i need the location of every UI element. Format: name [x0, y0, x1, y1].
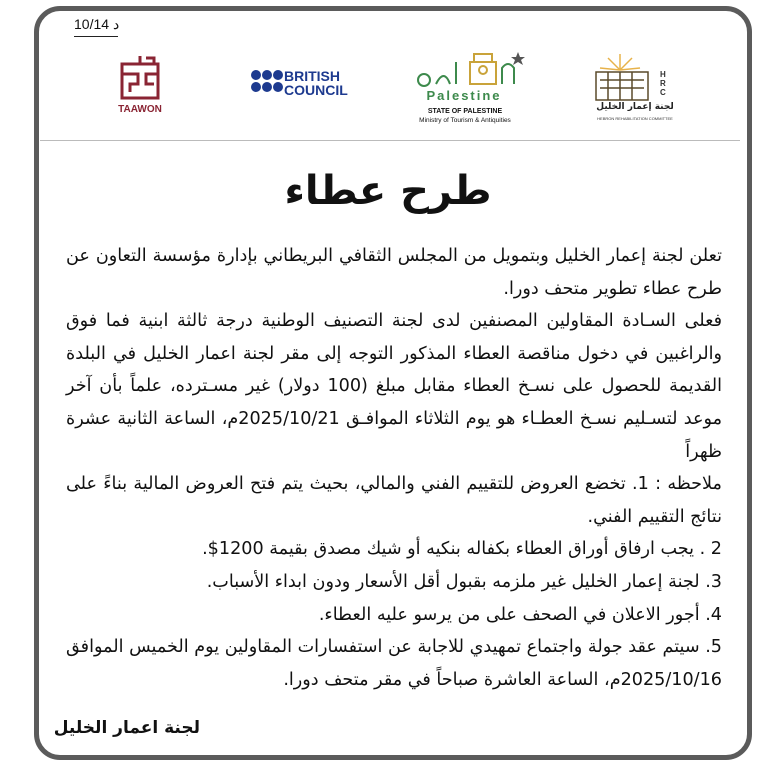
signature: لجنة اعمار الخليل	[53, 718, 200, 738]
palestine-word: Palestine	[426, 88, 502, 103]
taawon-label: TAAWON	[118, 104, 162, 115]
announcement-body	[66, 240, 722, 696]
british-council-logo	[250, 66, 360, 102]
hrc-logo	[590, 50, 690, 130]
note-3: 3. لجنة إعمار الخليل غير ملزمه بقبول أقل الأسعار ودون ابداء الأسباب.	[206, 571, 722, 592]
note-2: 2 . يجب ارفاق أوراق العطاء بكفاله بنكيه أو شيك مصدق بقيمة 1200$.	[202, 539, 722, 560]
note-1: ملاحظه : 1. تخضع العروض للتقييم الفني والمالي، بحيث يتم فتح العروض المالية بناءً على نتائج التقييم الفني.	[66, 474, 722, 527]
note-5: 5. سيتم عقد جولة واجتماع تمهيدي للاجابة عن استفسارات المقاولين يوم الخميس الموافق 2025/10/16م، الساعة العاشرة صباحاً في مقر متحف دورا.	[66, 637, 722, 690]
taawon-logo	[110, 54, 170, 124]
reference-underline	[74, 36, 118, 37]
palestine-state: STATE OF PALESTINE	[427, 108, 503, 115]
logo-separator	[40, 140, 740, 141]
hrc-english: HEBRON REHABILITATION COMMITTEE	[597, 116, 673, 121]
hrc-letters: HRC	[660, 70, 666, 97]
sponsor-logos	[60, 40, 700, 130]
hrc-arabic: لجنة إعمار الخليل	[596, 102, 674, 112]
paragraph-intro: تعلن لجنة إعمار الخليل وبتمويل من المجلس الثقافي البريطاني بإدارة مؤسسة التعاون عن طرح عطاء تطوير متحف دورا.	[66, 246, 722, 299]
british-line2: COUNCIL	[284, 82, 348, 98]
palestine-ministry: Ministry of Tourism & Antiquities	[419, 117, 511, 124]
british-line1: BRITISH	[284, 68, 340, 84]
palestine-ministry-logo	[410, 40, 530, 130]
note-4: 4. أجور الاعلان في الصحف على من يرسو عليه العطاء.	[318, 604, 722, 625]
announcement-title: طرح عطاء	[284, 168, 492, 214]
reference-number: 10/14 د	[74, 16, 120, 32]
paragraph-contractors: فعلى السـادة المقاولين المصنفين لدى لجنة التصنيف الوطنية درجة ثالثة ابنية فما فوق والراغبين في دخول مناقصة العطاء المذكور التوجه إلى مقر لجنة اعمار الخليل في البلدة القديمة للحصول على نسـخ العطاء مقابل مبلغ (100 دولار) غير مسـترده، علماً بأن آخر موعد لتسـليم نسـخ العطـاء هو يوم الثلاثاء الموافـق 2025/10/21م، الساعة الثانية عشرة ظهراً	[66, 311, 722, 462]
